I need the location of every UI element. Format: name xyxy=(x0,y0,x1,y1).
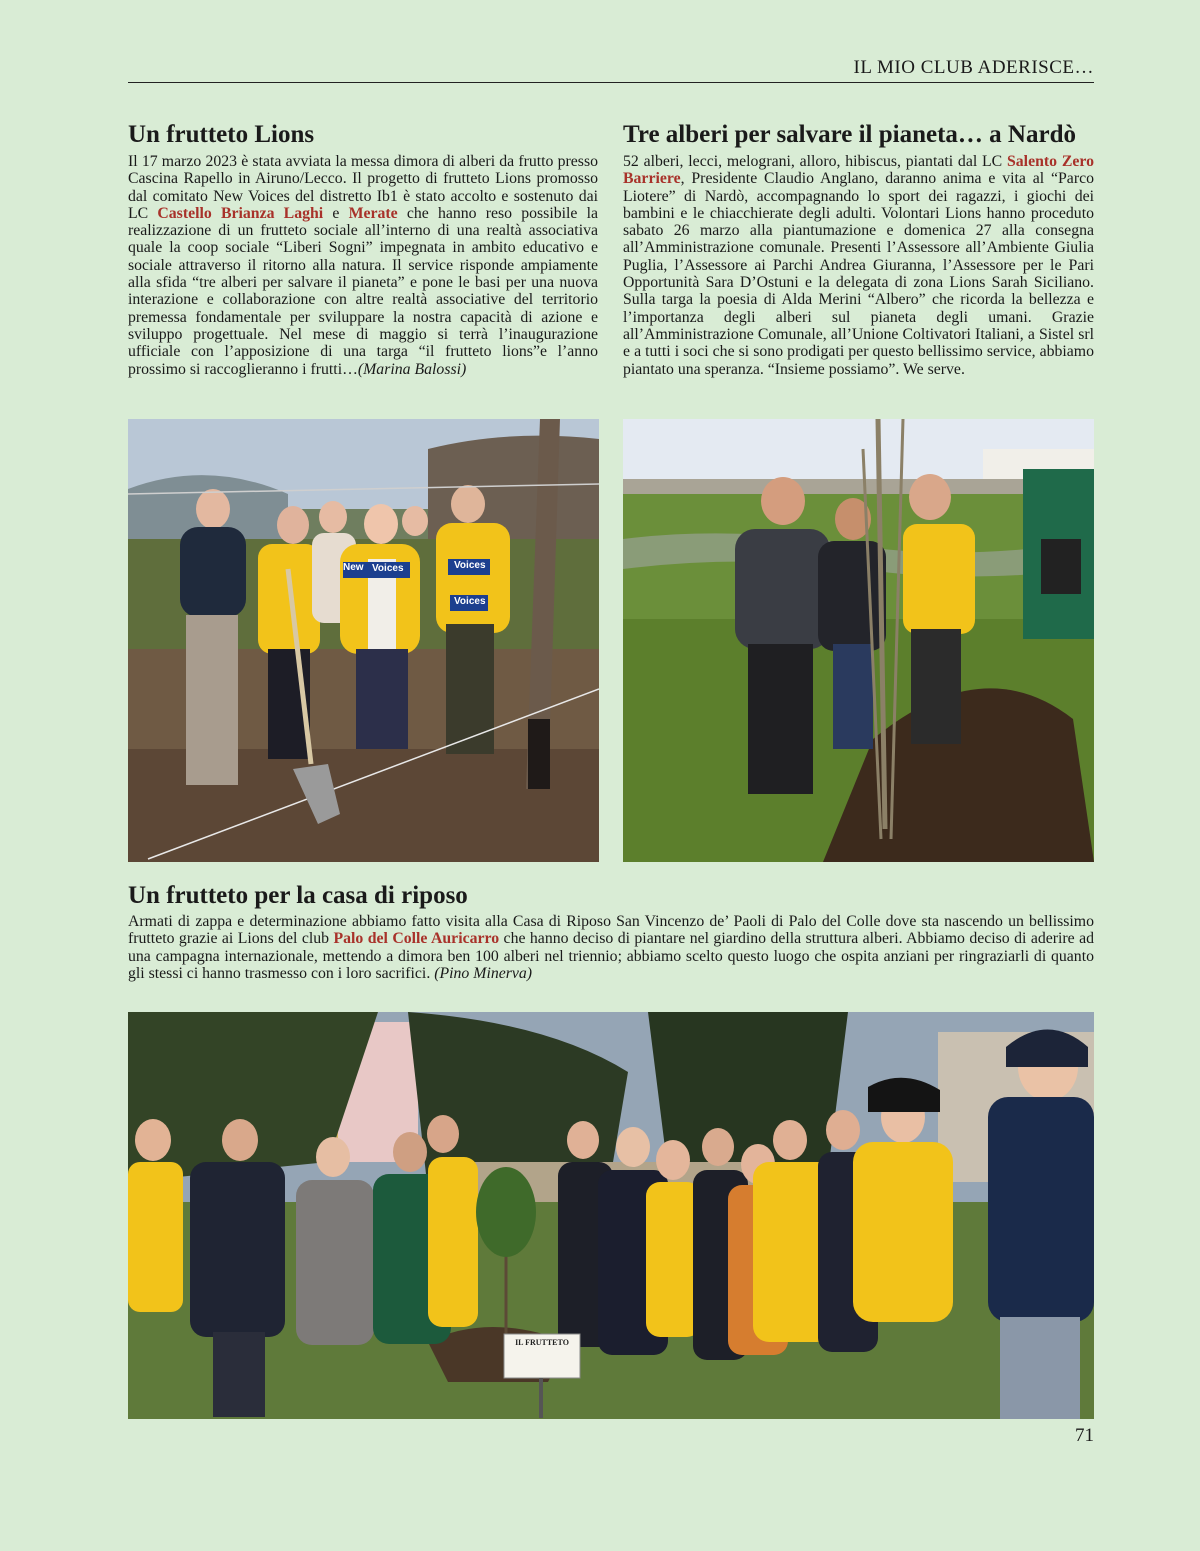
photo-nardo-tree-planting xyxy=(623,419,1094,862)
article-body: 52 alberi, lecci, melograni, alloro, hibiscus, piantati dal LC Salento Zero Barriere, Presidente Claudio Anglano, daranno anima e vita al “Parco Liotere” di Nardò, accompagnando lo sport dei ragazzi, i giochi dei bambini e le chiacchierate degli adulti. Volontari Lions hanno proceduto sabato 26 marzo alla piantumazione e domenica 27 alla consegna all’Amministrazione comunale. Presenti l’Assessore all’Ambiente Giulia Puglia, l’Assessore ai Parchi Andrea Giuranna, l’Assessore per le Pari Opportunità Sara D’Ostuni e la delegata di zona Lions Sarah Siciliano. Sulla targa la poesia di Alda Merini “Albero” che ricorda la bellezza e l’importanza degli alberi sul pianeta degli umani. Grazie all’Amministrazione Comunale, all’Unione Coltivatori Italiani, a Sistel srl e a tutti i soci che si sono prodigati per questo bellissimo service, abbiamo piantato una speranza. “Insieme possiamo”. We serve. xyxy=(623,153,1094,378)
header-rule xyxy=(128,82,1094,83)
article-body: Il 17 marzo 2023 è stata avviata la messa dimora di alberi da frutto presso Cascina Rapello in Airuno/Lecco. Il progetto di frutteto Lions promosso dal comitato New Voices del distretto Ib1 è stato accolto e sostenuto dai LC Castello Brianza Laghi e Merate che hanno reso possibile la realizzazione di un frutteto sociale all’interno di una realtà associativa quale la coop sociale “Liberi Sogni” impegnata in ambito educativo e sociale attraverso il ritorno alla natura. Il service risponde ampiamente alla sfida “tre alberi per salvare il pianeta” e pone le basi per una nuova interazione e collaborazione con altre realtà associative del territorio premessa fondamentale per sviluppare la nostra capacità di azione e sviluppo progettuale. Nel mese di maggio si terrà l’inaugurazione ufficiale con l’apposizione di una targa “il frutteto lions”e l’anno prossimo si raccoglieranno i frutti…(Marina Balossi) xyxy=(128,153,598,378)
article-title: Un frutteto per la casa di riposo xyxy=(128,882,468,909)
club-name-castello-brianza-laghi: Castello Brianza Laghi xyxy=(157,204,324,222)
photo-sign-voices: Voices xyxy=(454,560,486,571)
photo-sign-voices: Voices xyxy=(372,563,404,574)
article-body: Armati di zappa e determinazione abbiamo fatto visita alla Casa di Riposo San Vincenzo de’ Paoli di Palo del Colle dove sta nascendo un bellissimo frutteto grazie ai Lions del club Palo del Colle Auricarro che hanno deciso di piantare nel giardino della struttura alberi. Abbiamo deciso di aderire ad una campagna internazionale, mettendo a dimora ben 100 alberi nel triennio; abbiamo scelto questo luogo che ospita anziani per ringraziarli di quanto gli stessi ci hanno trasmesso con i loro sacrifici. (Pino Minerva) xyxy=(128,913,1094,982)
article-frutteto-lions xyxy=(128,121,598,378)
photo-sign-voices: Voices xyxy=(454,596,486,607)
article-title: Un frutteto Lions xyxy=(128,121,315,148)
page-number: 71 xyxy=(1075,1425,1094,1446)
article-tre-alberi-nardo xyxy=(623,121,1094,378)
author-credit: (Marina Balossi) xyxy=(357,360,467,378)
photo-palo-del-colle-group xyxy=(128,1012,1094,1419)
club-name-palo-del-colle-auricarro: Palo del Colle Auricarro xyxy=(333,930,500,948)
article-title: Tre alberi per salvare il pianeta… a Nardò xyxy=(623,121,1076,148)
author-credit: (Pino Minerva) xyxy=(434,964,533,982)
section-label: IL MIO CLUB ADERISCE… xyxy=(853,57,1094,78)
article-frutteto-casa-riposo xyxy=(128,882,1094,982)
photo-sign-new: New xyxy=(343,562,364,573)
photo-frutteto-lions-group xyxy=(128,419,599,862)
club-name-merate: Merate xyxy=(348,204,398,222)
club-name-salento-zero-barriere: Salento Zero Barriere xyxy=(623,153,1094,188)
photo-sign-il-frutteto: IL FRUTTETO xyxy=(515,1338,569,1347)
